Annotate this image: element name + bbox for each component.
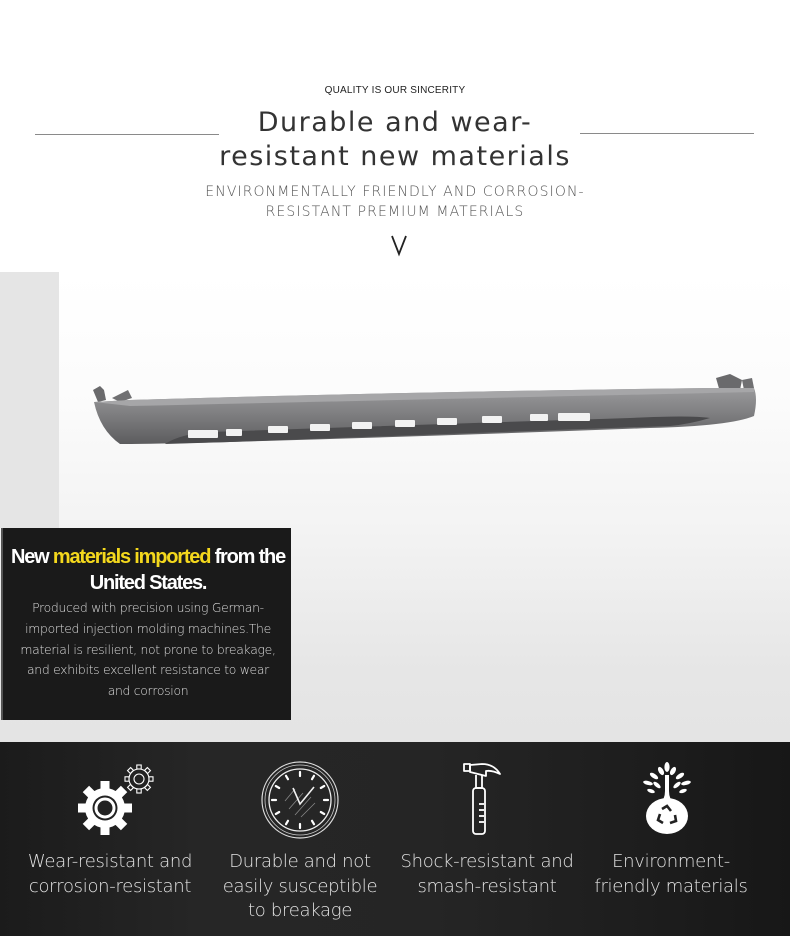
product-showcase — [0, 272, 790, 742]
headline-prefix: New — [10, 546, 53, 568]
bumper-product-image — [90, 368, 760, 448]
info-headline — [3, 544, 293, 596]
feature-label: Shock-resistant and smash-resistant — [400, 851, 574, 897]
headline-suffix: from the United States. — [89, 546, 285, 594]
gears-icon — [78, 764, 158, 836]
headline-highlight: materials imported — [52, 546, 211, 568]
divider-left — [35, 134, 219, 135]
tree-recycle-icon — [640, 761, 694, 835]
hammer-icon — [462, 762, 502, 836]
tagline: QUALITY IS OUR SINCERITY — [324, 85, 466, 96]
subtitle: ENVIRONMENTALLY FRIENDLY AND CORROSION-RESISTANT PREMIUM MATERIALS — [205, 184, 585, 220]
features-band — [0, 742, 790, 936]
feature-label: Environment-friendly materials — [594, 851, 748, 897]
left-gray-strip — [0, 272, 59, 528]
chevron-down-icon — [385, 232, 413, 258]
info-body: Produced with precision using German-imported injection molding machines.The material is resilient, not prone to breakage, and exhibits excellent resistance to wear and corrosion — [20, 600, 276, 699]
info-card — [1, 528, 291, 720]
feature-label: Wear-resistant and corrosion-resistant — [27, 851, 193, 897]
page-title: Durable and wear-resistant new materials — [219, 107, 571, 172]
clock-icon — [261, 761, 339, 839]
feature-label: Durable and not easily susceptible to breakage — [222, 851, 378, 921]
divider-right — [580, 133, 754, 134]
header-section — [0, 0, 790, 272]
